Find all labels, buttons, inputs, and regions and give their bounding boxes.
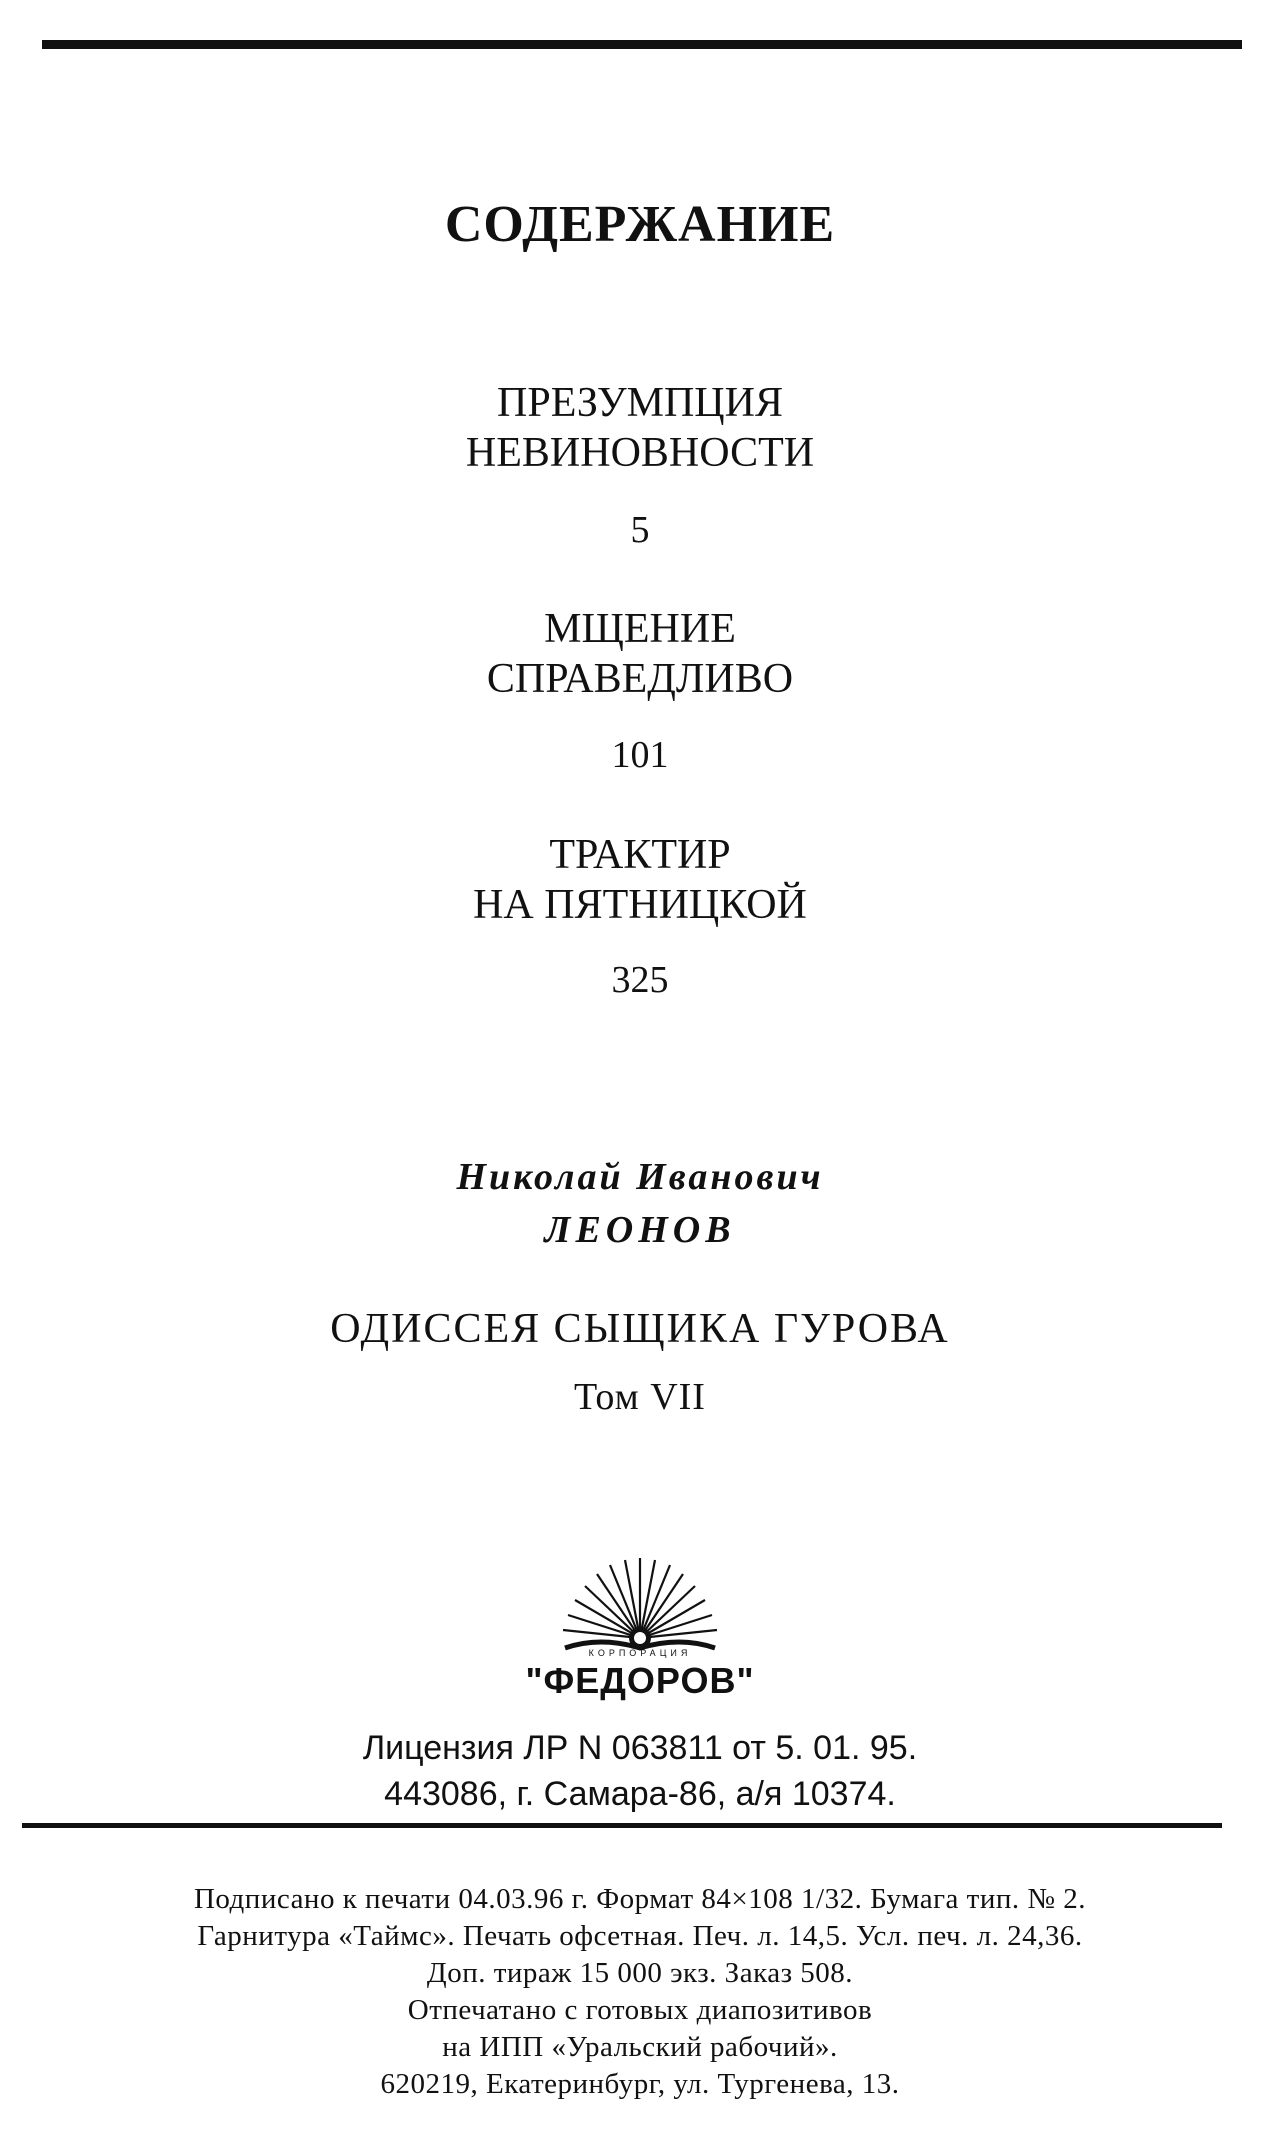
toc-entry-3-title: [0, 830, 1280, 930]
logo-subtitle: КОРПОРАЦИЯ: [588, 1648, 692, 1658]
series-title: ОДИССЕЯ СЫЩИКА ГУРОВА: [330, 1306, 950, 1352]
toc-entry-line: СПРАВЕДЛИВО: [486, 656, 794, 702]
imprint-line: Доп. тираж 15 000 экз. Заказ 508.: [426, 1957, 854, 1989]
separator-rule: [22, 1823, 1222, 1828]
toc-entry-1-page: 5: [630, 509, 650, 551]
toc-entry-3-page: 325: [611, 959, 669, 1001]
imprint-line: Подписано к печати 04.03.96 г. Формат 84×108 1/32. Бумага тип. № 2.: [193, 1883, 1087, 1915]
imprint-line: Гарнитура «Таймс». Печать офсетная. Печ. л. 14,5. Усл. печ. л. 24,36.: [197, 1920, 1083, 1952]
toc-entry-2-page: 101: [611, 734, 669, 776]
author-name: Николай Иванович: [456, 1156, 824, 1198]
toc-entry-2-title: [0, 604, 1280, 704]
logo-name: "ФЕДОРОВ": [525, 1660, 755, 1701]
volume-label: Том VII: [574, 1376, 706, 1418]
sunburst-icon: [555, 1548, 725, 1658]
toc-entry-line: НЕВИНОВНОСТИ: [465, 430, 815, 476]
imprint-line: Отпечатано с готовых диапозитивов: [407, 1994, 873, 2026]
toc-title: СОДЕРЖАНИЕ: [444, 196, 836, 253]
toc-entry-line: ТРАКТИР: [549, 832, 731, 878]
license-line: Лицензия ЛР N 063811 от 5. 01. 95.: [362, 1729, 918, 1767]
imprint-line: на ИПП «Уральский рабочий».: [442, 2031, 838, 2063]
toc-entry-1-title: [0, 378, 1280, 478]
author-surname: ЛЕОНОВ: [544, 1209, 736, 1251]
toc-entry-line: ПРЕЗУМПЦИЯ: [497, 380, 783, 426]
imprint-line: 620219, Екатеринбург, ул. Тургенева, 13.: [380, 2068, 900, 2100]
address-line: 443086, г. Самара-86, а/я 10374.: [384, 1775, 896, 1813]
top-rule: [42, 40, 1242, 49]
toc-entry-line: МЩЕНИЕ: [544, 606, 736, 652]
toc-entry-line: НА ПЯТНИЦКОЙ: [473, 882, 807, 928]
